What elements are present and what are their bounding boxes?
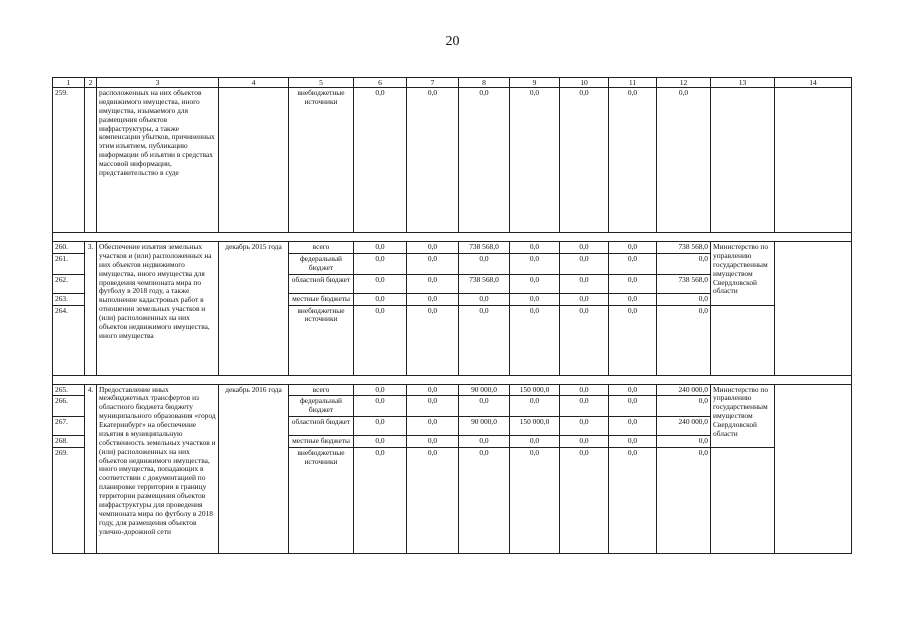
funding-source: местные бюджеты	[289, 293, 354, 305]
row-number: 259.	[53, 88, 85, 233]
column-header-14: 14	[775, 78, 852, 88]
amount-col-10: 0,0	[560, 436, 609, 448]
amount-col-6: 0,0	[354, 274, 407, 293]
amount-col-7: 0,0	[407, 396, 459, 417]
executor-blank	[711, 448, 775, 554]
amount-col-9: 0,0	[510, 242, 560, 254]
table-row	[53, 88, 852, 233]
column-header-2: 2	[85, 78, 97, 88]
funding-source: всего	[289, 384, 354, 396]
amount-col-10: 0,0	[560, 274, 609, 293]
amount-col-7: 0,0	[407, 242, 459, 254]
amount-col-12: 0,0	[657, 88, 711, 233]
row-number: 265.	[53, 384, 85, 396]
item-number: 3.	[85, 242, 97, 376]
executor: Министерство по управлению государственным имуществом Свердловской области	[711, 242, 775, 306]
column-header-8: 8	[459, 78, 510, 88]
table-row	[53, 242, 852, 254]
deadline: декабрь 2015 года	[219, 242, 289, 376]
column-header-7: 7	[407, 78, 459, 88]
amount-col-8: 738 568,0	[459, 274, 510, 293]
amount-col-9: 0,0	[510, 396, 560, 417]
amount-col-12: 738 568,0	[657, 242, 711, 254]
deadline	[219, 88, 289, 233]
amount-col-10: 0,0	[560, 417, 609, 436]
amount-col-8: 0,0	[459, 253, 510, 274]
column-header-9: 9	[510, 78, 560, 88]
spacer-row	[53, 233, 852, 242]
amount-col-11: 0,0	[609, 384, 657, 396]
amount-col-8: 0,0	[459, 305, 510, 375]
amount-col-8: 90 000,0	[459, 384, 510, 396]
amount-col-6: 0,0	[354, 305, 407, 375]
funding-source: федеральный бюджет	[289, 253, 354, 274]
amount-col-8: 0,0	[459, 436, 510, 448]
amount-col-9: 0,0	[510, 293, 560, 305]
amount-col-7: 0,0	[407, 417, 459, 436]
amount-col-8: 0,0	[459, 293, 510, 305]
amount-col-11: 0,0	[609, 253, 657, 274]
amount-col-12: 0,0	[657, 293, 711, 305]
row-number: 269.	[53, 448, 85, 554]
spacer	[53, 375, 852, 384]
page-number: 20	[445, 34, 460, 49]
amount-col-9: 0,0	[510, 88, 560, 233]
amount-col-12: 738 568,0	[657, 274, 711, 293]
executor-blank	[711, 305, 775, 375]
amount-col-6: 0,0	[354, 242, 407, 254]
column-header-1: 1	[53, 78, 85, 88]
amount-col-7: 0,0	[407, 274, 459, 293]
amount-col-12: 0,0	[657, 448, 711, 554]
funding-source: областной бюджет	[289, 274, 354, 293]
amount-col-9: 0,0	[510, 305, 560, 375]
amount-col-10: 0,0	[560, 384, 609, 396]
amount-col-11: 0,0	[609, 305, 657, 375]
funding-source: местные бюджеты	[289, 436, 354, 448]
amount-col-9: 0,0	[510, 448, 560, 554]
program-table	[52, 77, 852, 554]
amount-col-6: 0,0	[354, 88, 407, 233]
row-number: 263.	[53, 293, 85, 305]
amount-col-10: 0,0	[560, 293, 609, 305]
item-description: Предоставление иных межбюджетных трансфертов из областного бюджета бюджету муниципального образования «город Екатеринбург» на обеспечение изъятия в муниципальную собственность земельных участков и (или) расположенных на них объектов недвижимого имущества, иного имущества, попадающих в соответствии с документацией по планировке территории в границу территории размещения объектов инфраструктуры для проведения чемпионата мира по футболу в 2018 году, для размещения объектов улично-дорожной сети	[97, 384, 219, 554]
amount-col-11: 0,0	[609, 448, 657, 554]
amount-col-7: 0,0	[407, 305, 459, 375]
row-number: 267.	[53, 417, 85, 436]
funding-source: внебюджетные источники	[289, 305, 354, 375]
amount-col-11: 0,0	[609, 274, 657, 293]
row-number: 261.	[53, 253, 85, 274]
amount-col-10: 0,0	[560, 396, 609, 417]
amount-col-10: 0,0	[560, 88, 609, 233]
executor	[711, 88, 775, 233]
amount-col-7: 0,0	[407, 253, 459, 274]
column-header-3: 3	[97, 78, 219, 88]
amount-col-8: 0,0	[459, 448, 510, 554]
amount-col-11: 0,0	[609, 242, 657, 254]
amount-col-7: 0,0	[407, 88, 459, 233]
amount-col-9: 150 000,0	[510, 417, 560, 436]
amount-col-10: 0,0	[560, 305, 609, 375]
amount-col-6: 0,0	[354, 384, 407, 396]
row-number: 268.	[53, 436, 85, 448]
funding-source: всего	[289, 242, 354, 254]
amount-col-7: 0,0	[407, 293, 459, 305]
amount-col-11: 0,0	[609, 293, 657, 305]
column-header-6: 6	[354, 78, 407, 88]
note	[775, 242, 852, 376]
row-description: расположенных на них объектов недвижимого имущества, иного имущества, изымаемого для размещения объектов инфраструктуры, а также компенсации убытков, причиненных этим изъятием, публикацию информации об изъятии в средствах массовой информации, представительство в суде	[97, 88, 219, 233]
spacer	[53, 233, 852, 242]
column-header-13: 13	[711, 78, 775, 88]
header-row	[53, 78, 852, 88]
column-header-5: 5	[289, 78, 354, 88]
amount-col-12: 240 000,0	[657, 384, 711, 396]
amount-col-8: 90 000,0	[459, 417, 510, 436]
funding-source: федеральный бюджет	[289, 396, 354, 417]
amount-col-9: 150 000,0	[510, 384, 560, 396]
column-header-4: 4	[219, 78, 289, 88]
executor: Министерство по управлению государственным имуществом Свердловской области	[711, 384, 775, 448]
deadline: декабрь 2016 года	[219, 384, 289, 554]
amount-col-6: 0,0	[354, 253, 407, 274]
amount-col-6: 0,0	[354, 396, 407, 417]
amount-col-10: 0,0	[560, 448, 609, 554]
amount-col-11: 0,0	[609, 396, 657, 417]
amount-col-7: 0,0	[407, 384, 459, 396]
amount-col-6: 0,0	[354, 436, 407, 448]
item-number	[85, 88, 97, 233]
amount-col-12: 0,0	[657, 305, 711, 375]
amount-col-10: 0,0	[560, 242, 609, 254]
amount-col-11: 0,0	[609, 88, 657, 233]
amount-col-12: 0,0	[657, 436, 711, 448]
amount-col-8: 0,0	[459, 88, 510, 233]
table-row	[53, 384, 852, 396]
funding-source: областной бюджет	[289, 417, 354, 436]
column-header-11: 11	[609, 78, 657, 88]
amount-col-11: 0,0	[609, 436, 657, 448]
amount-col-6: 0,0	[354, 417, 407, 436]
amount-col-6: 0,0	[354, 293, 407, 305]
row-number: 262.	[53, 274, 85, 293]
row-number: 266.	[53, 396, 85, 417]
spacer-row	[53, 375, 852, 384]
amount-col-7: 0,0	[407, 436, 459, 448]
column-header-12: 12	[657, 78, 711, 88]
funding-source: внебюджетные источники	[289, 448, 354, 554]
amount-col-8: 0,0	[459, 396, 510, 417]
row-number: 264.	[53, 305, 85, 375]
amount-col-6: 0,0	[354, 448, 407, 554]
funding-source: внебюджетные источники	[289, 88, 354, 233]
amount-col-8: 738 568,0	[459, 242, 510, 254]
amount-col-12: 240 000,0	[657, 417, 711, 436]
amount-col-9: 0,0	[510, 274, 560, 293]
row-number: 260.	[53, 242, 85, 254]
amount-col-9: 0,0	[510, 436, 560, 448]
amount-col-10: 0,0	[560, 253, 609, 274]
amount-col-7: 0,0	[407, 448, 459, 554]
note	[775, 384, 852, 554]
column-header-10: 10	[560, 78, 609, 88]
amount-col-12: 0,0	[657, 253, 711, 274]
amount-col-9: 0,0	[510, 253, 560, 274]
item-description: Обеспечение изъятия земельных участков и (или) расположенных на них объектов недвижимого имущества, иного имущества для проведения чемпионата мира по футболу в 2018 году, а также выполнение кадастровых работ в отношении земельных участков и (или) расположенных на них объектов недвижимого имущества, иного имущества	[97, 242, 219, 376]
note	[775, 88, 852, 233]
amount-col-12: 0,0	[657, 396, 711, 417]
amount-col-11: 0,0	[609, 417, 657, 436]
item-number: 4.	[85, 384, 97, 554]
